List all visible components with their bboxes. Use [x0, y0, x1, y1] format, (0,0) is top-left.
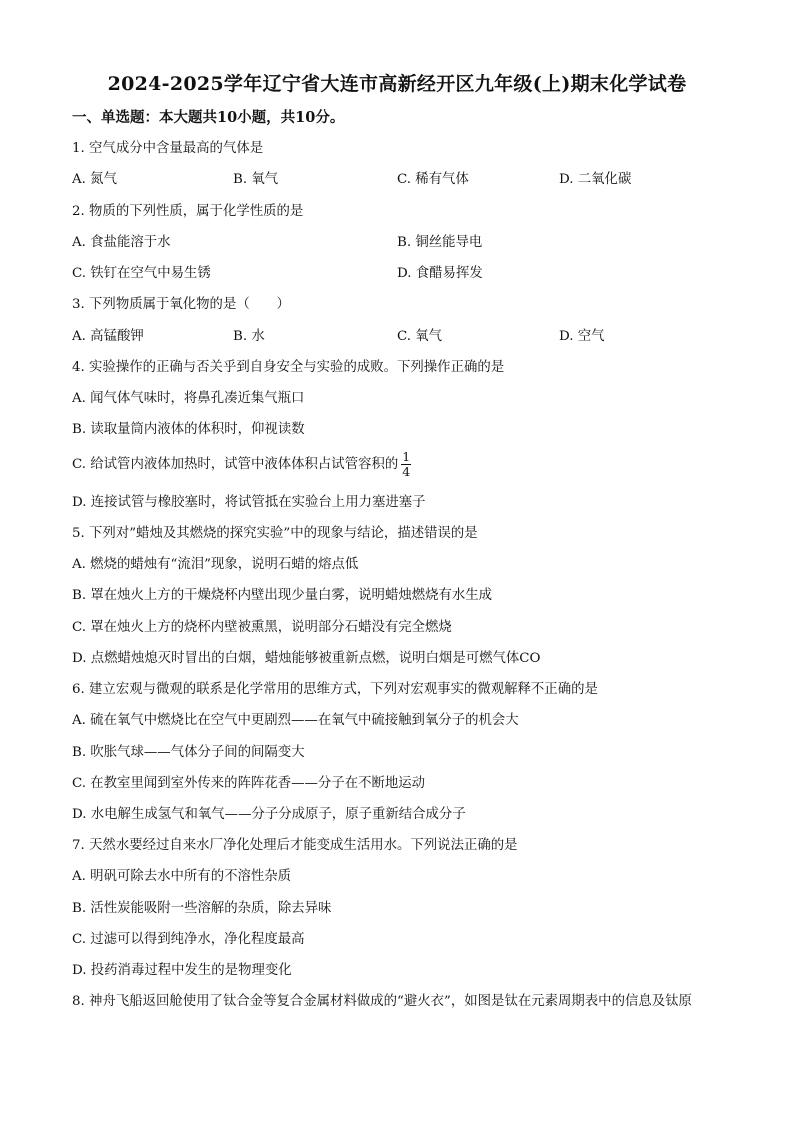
option-d: D. 投药消毒过程中发生的是物理变化	[72, 963, 292, 978]
option-d: D. 二氧化碳	[559, 172, 632, 187]
question-1-stem: 1. 空气成分中含量最高的气体是	[72, 141, 264, 156]
question-4-stem: 4. 实验操作的正确与否关乎到自身安全与实验的成败。下列操作正确的是	[72, 360, 505, 375]
question-3-stem: 3. 下列物质属于氧化物的是（ ）	[72, 297, 290, 312]
option-c: C. 氧气	[397, 329, 443, 344]
option-b: B. 活性炭能吸附一些溶解的杂质，除去异味	[72, 901, 332, 916]
question-7-stem: 7. 天然水要经过自来水厂净化处理后才能变成生活用水。下列说法正确的是	[72, 838, 518, 853]
question-2-stem: 2. 物质的下列性质，属于化学性质的是	[72, 204, 304, 219]
option-a: A. 明矾可除去水中所有的不溶性杂质	[72, 869, 292, 884]
option-d: D. 空气	[559, 329, 605, 344]
question-2-options-row1	[72, 232, 732, 254]
question-8-stem: 8. 神舟飞船返回舱使用了钛合金等复合金属材料做成的“避火衣”，如图是钛在元素周期表中的信息及钛原	[72, 994, 692, 1009]
option-b: B. 罩在烛火上方的干燥烧杯内壁出现少量白雾，说明蜡烛燃烧有水生成	[72, 588, 493, 603]
fraction-denominator: 4	[402, 464, 411, 479]
option-c	[72, 450, 411, 480]
option-b: B. 读取量筒内液体的体积时，仰视读数	[72, 422, 305, 437]
option-d: D. 点燃蜡烛熄灭时冒出的白烟，蜡烛能够被重新点燃，说明白烟是可燃气体CO	[72, 651, 541, 666]
option-c-text: C. 给试管内液体加热时，试管中液体体积占试管容积的	[72, 457, 399, 472]
option-a: A. 燃烧的蜡烛有“流泪”现象，说明石蜡的熔点低	[72, 557, 359, 572]
option-a: A. 氮气	[72, 172, 117, 187]
fraction-numerator: 1	[402, 449, 411, 464]
option-a: A. 食盐能溶于水	[72, 235, 171, 250]
question-3-options	[72, 326, 732, 348]
question-2-options-row2	[72, 263, 732, 285]
question-6-stem: 6. 建立宏观与微观的联系是化学常用的思维方式，下列对宏观事实的微观解释不正确的是	[72, 682, 598, 697]
option-a: A. 硫在氧气中燃烧比在空气中更剧烈——在氧气中硫接触到氧分子的机会大	[72, 713, 519, 728]
question-5-stem: 5. 下列对”蜡烛及其燃烧的探究实验”中的现象与结论，描述错误的是	[72, 526, 478, 541]
option-c: C. 过滤可以得到纯净水，净化程度最高	[72, 932, 305, 947]
option-d: D. 食醋易挥发	[397, 266, 483, 281]
option-c: C. 铁钉在空气中易生锈	[72, 266, 211, 281]
option-d: D. 连接试管与橡胶塞时，将试管抵在实验台上用力塞进塞子	[72, 495, 426, 510]
fraction	[401, 450, 411, 479]
option-b: B. 水	[233, 329, 265, 344]
option-d: D. 水电解生成氢气和氧气——分子分成原子，原子重新结合成分子	[72, 807, 466, 822]
question-1-options	[72, 169, 732, 191]
section-heading: 一、单选题：本大题共10小题，共10分。	[72, 109, 345, 126]
option-b: B. 氧气	[233, 172, 279, 187]
option-b: B. 铜丝能导电	[397, 235, 483, 250]
option-a: A. 高锰酸钾	[72, 329, 144, 344]
option-a: A. 闻气体气味时，将鼻孔凑近集气瓶口	[72, 391, 305, 406]
option-c: C. 稀有气体	[397, 172, 469, 187]
option-c: C. 罩在烛火上方的烧杯内壁被熏黑，说明部分石蜡没有完全燃烧	[72, 620, 452, 635]
option-b: B. 吹胀气球——气体分子间的间隔变大	[72, 745, 305, 760]
option-c: C. 在教室里闻到室外传来的阵阵花香——分子在不断地运动	[72, 776, 426, 791]
page-title: 2024-2025学年辽宁省大连市高新经开区九年级(上)期末化学试卷	[107, 73, 687, 95]
